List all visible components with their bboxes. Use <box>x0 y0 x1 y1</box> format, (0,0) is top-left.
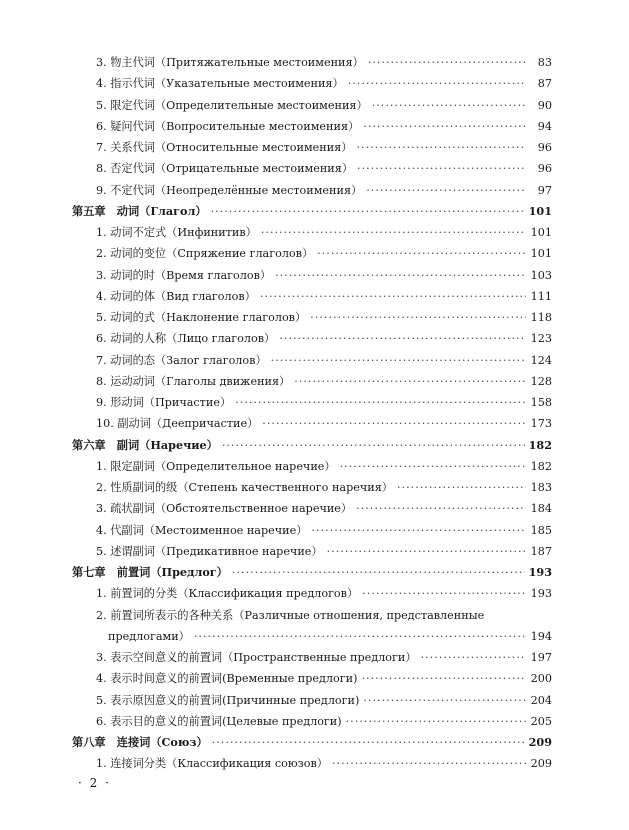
toc-entry-row <box>72 328 552 349</box>
entry-title: 5. 述谓副词（Предикативное наречие） <box>96 544 323 558</box>
toc-entry-row <box>72 158 552 179</box>
leader-dots <box>222 435 525 456</box>
toc-entry-row <box>72 73 552 94</box>
entry-title: 3. 动词的时（Время глаголов） <box>96 268 272 282</box>
leader-dots <box>363 116 526 137</box>
entry-title: 4. 代副词（Местоименное наречие） <box>96 523 308 537</box>
leader-dots <box>311 520 526 541</box>
leader-dots <box>211 201 525 222</box>
entry-title: 4. 指示代词（Указательные местоимения） <box>96 77 344 91</box>
page-ref: 97 <box>537 183 552 197</box>
toc-chapter-row <box>72 562 552 583</box>
entry-title: 5. 限定代词（Определительные местоимения） <box>96 98 368 112</box>
entry-title: 10. 副动词（Деепричастие） <box>96 417 259 431</box>
page-ref: 205 <box>530 714 552 728</box>
leader-dots <box>310 307 526 328</box>
leader-dots <box>361 668 526 689</box>
leader-dots <box>332 753 526 774</box>
entry-title: 2. 性质副词的级（Степень качественного наречия） <box>96 481 393 494</box>
toc-entry-row <box>72 668 552 689</box>
entry-title: 5. 动词的式（Наклонение глаголов） <box>96 311 307 324</box>
page-ref: 87 <box>537 77 552 91</box>
toc-entry-row <box>72 137 552 158</box>
entry-title: 8. 否定代词（Отрицательные местоимения） <box>96 162 354 176</box>
page-ref: 182 <box>528 437 552 452</box>
entry-title: 3. 表示空间意义的前置词（Пространственные предлоги） <box>96 651 417 664</box>
entry-title: 8. 运动动词（Глаголы движения） <box>96 374 291 388</box>
toc-chapter-row <box>72 732 552 753</box>
toc-entry-row <box>72 265 552 286</box>
leader-dots <box>372 95 526 116</box>
leader-dots <box>327 541 526 562</box>
page-ref: 158 <box>530 396 552 409</box>
entry-title: 6. 动词的人称（Лицо глаголов） <box>96 332 276 346</box>
toc-entry-row <box>72 456 552 477</box>
page-ref: 90 <box>537 98 552 112</box>
leader-dots <box>260 286 526 307</box>
toc-chapter-row <box>72 435 552 456</box>
toc-entry-row <box>72 222 552 243</box>
leader-dots <box>346 711 526 732</box>
leader-dots <box>271 350 526 371</box>
toc-entry-row <box>72 605 552 626</box>
toc-entry-row <box>72 371 552 392</box>
table-of-contents <box>72 52 552 775</box>
page-ref: 124 <box>530 353 552 367</box>
leader-dots <box>397 477 526 498</box>
page-number: · 2 · <box>78 776 111 790</box>
page-ref: 200 <box>530 672 552 686</box>
entry-title: 3. 物主代词（Притяжательные местоимения） <box>96 56 364 69</box>
chapter-title: 第七章 前置词（Предлог） <box>72 565 228 579</box>
entry-title: 5. 表示原因意义的前置词(Причинные предлоги) <box>96 693 360 707</box>
page-ref: 182 <box>530 459 552 473</box>
page-ref: 128 <box>530 374 552 388</box>
entry-title: 9. 形动词（Причастие） <box>96 396 232 409</box>
entry-title: 4. 动词的体（Вид глаголов） <box>96 289 256 303</box>
entry-title: 6. 表示目的意义的前置词(Целевые предлоги) <box>96 714 342 728</box>
toc-entry-row <box>72 350 552 371</box>
entry-title: 1. 动词不定式（Инфинитив） <box>96 226 257 239</box>
page-ref: 123 <box>530 332 552 346</box>
entry-title: 3. 疏状副词（Обстоятельственное наречие） <box>96 502 353 516</box>
page-ref: 197 <box>530 651 552 664</box>
entry-title: 1. 限定副词（Определительное наречие） <box>96 459 336 473</box>
toc-entry-row <box>72 286 552 307</box>
page-ref: 101 <box>530 247 552 261</box>
entry-title: 9. 不定代词（Неопределённые местоимения） <box>96 183 363 197</box>
page-ref: 101 <box>528 203 552 218</box>
entry-title: 2. 前置词所表示的各种关系（Различные отношения, представленные <box>96 608 485 622</box>
toc-entry-row <box>72 753 552 774</box>
page-ref: 204 <box>530 693 552 707</box>
toc-entry-row <box>72 477 552 498</box>
leader-dots <box>232 562 525 583</box>
page-ref: 96 <box>537 141 552 154</box>
leader-dots <box>212 732 525 753</box>
leader-dots <box>348 73 526 94</box>
entry-title: 1. 连接词分类（Классификация союзов） <box>96 757 328 771</box>
page-ref: 111 <box>530 289 552 303</box>
entry-title: предлогами） <box>108 629 190 643</box>
page-ref: 103 <box>530 268 552 282</box>
page-ref: 118 <box>530 311 552 324</box>
toc-entry-row <box>72 243 552 264</box>
page-ref: 185 <box>530 523 552 537</box>
entry-title: 7. 动词的态（Залог глаголов） <box>96 353 267 367</box>
page-ref: 183 <box>530 481 552 494</box>
page-ref: 101 <box>530 226 552 239</box>
page-ref: 194 <box>530 629 552 643</box>
toc-entry-row <box>72 413 552 434</box>
chapter-title: 第五章 动词（Глагол） <box>72 203 207 218</box>
entry-title: 6. 疑问代词（Вопросительные местоимения） <box>96 119 360 133</box>
page-ref: 96 <box>537 162 552 176</box>
toc-entry-row <box>72 711 552 732</box>
entry-title: 4. 表示时间意义的前置词(Временные предлоги) <box>96 672 358 686</box>
page-ref: 184 <box>530 502 552 516</box>
leader-dots <box>262 413 526 434</box>
toc-entry-row <box>72 690 552 711</box>
page-ref: 83 <box>537 56 552 69</box>
leader-dots <box>279 328 526 349</box>
leader-dots <box>357 158 526 179</box>
leader-dots <box>363 690 526 711</box>
toc-entry-row <box>72 520 552 541</box>
leader-dots <box>366 180 526 201</box>
chapter-title: 第六章 副词（Наречие） <box>72 437 218 452</box>
leader-dots <box>317 243 526 264</box>
page-ref: 209 <box>530 757 552 771</box>
leader-dots <box>294 371 526 392</box>
toc-entry-row <box>72 626 552 647</box>
leader-dots <box>362 583 526 604</box>
toc-chapter-row <box>72 201 552 222</box>
entry-title: 2. 动词的变位（Спряжение глаголов） <box>96 247 314 261</box>
leader-dots <box>421 647 526 668</box>
toc-entry-row <box>72 116 552 137</box>
toc-entry-row <box>72 541 552 562</box>
page-ref: 187 <box>530 544 552 558</box>
toc-entry-row <box>72 647 552 668</box>
leader-dots <box>356 137 526 158</box>
leader-dots <box>194 626 526 647</box>
toc-entry-row <box>72 498 552 519</box>
leader-dots <box>261 222 526 243</box>
toc-entry-row <box>72 52 552 73</box>
toc-entry-row <box>72 180 552 201</box>
page-ref: 94 <box>537 119 552 133</box>
toc-entry-row <box>72 583 552 604</box>
leader-dots <box>340 456 526 477</box>
page-ref: 173 <box>530 417 552 431</box>
toc-entry-row <box>72 307 552 328</box>
toc-entry-row <box>72 392 552 413</box>
toc-entry-row <box>72 95 552 116</box>
entry-title: 1. 前置词的分类（Классификация предлогов） <box>96 587 359 601</box>
leader-dots <box>368 52 526 73</box>
entry-title: 7. 关系代词（Относительные местоимения） <box>96 141 353 154</box>
page-ref: 193 <box>530 587 552 601</box>
leader-dots <box>275 265 526 286</box>
leader-dots <box>235 392 526 413</box>
page-ref: 209 <box>528 735 552 749</box>
page-ref: 193 <box>528 565 552 579</box>
chapter-title: 第八章 连接词（Союз） <box>72 735 208 749</box>
leader-dots <box>356 498 526 519</box>
